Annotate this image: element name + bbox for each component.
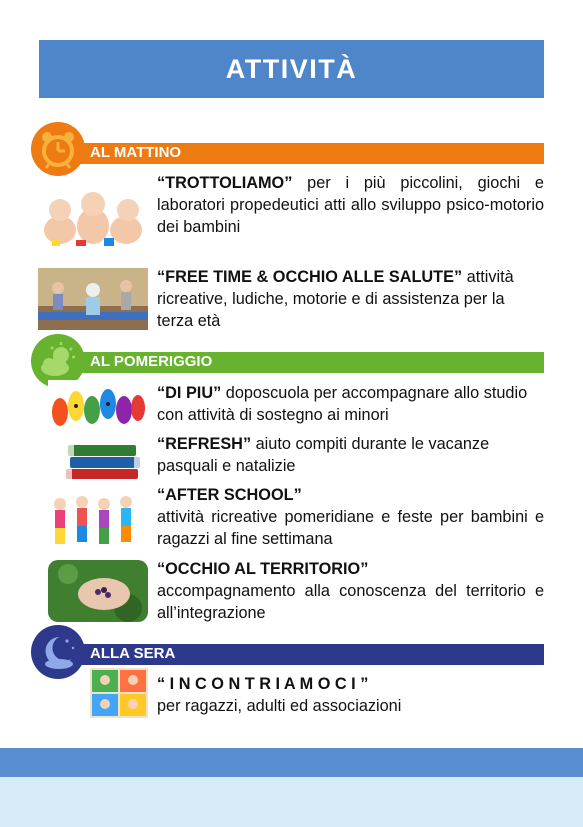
elderly-exercise-photo [38, 268, 148, 330]
alarm-clock-icon [31, 122, 85, 176]
footer-band-light [0, 777, 583, 827]
entry-free-time [157, 266, 544, 332]
section-bar-evening [78, 644, 544, 665]
entry-occhio-territorio [157, 558, 544, 624]
section-label-afternoon: AL POMERIGGIO [90, 353, 213, 370]
moon-stars-icon [31, 625, 85, 679]
jumping-kids-photo [48, 490, 142, 550]
entry-title: “FREE TIME & OCCHIO ALLE SALUTE” [157, 268, 463, 286]
entry-text: accompagnamento alla conoscenza del territorio e all’integrazione [157, 582, 544, 622]
section-label-evening: ALLA SERA [90, 645, 176, 662]
entry-text: attività ricreative, ludiche, motorie e di assistenza per la terza età [157, 268, 514, 330]
title-banner [39, 40, 544, 98]
entry-title: “ I N C O N T R I A M O C I ” [157, 675, 369, 693]
hand-with-berries-photo [48, 560, 148, 622]
entry-text: attività ricreative pomeridiane e feste per bambini e ragazzi al fine settimana [157, 508, 544, 548]
section-bar-morning [78, 143, 544, 164]
page-title: ATTIVITÀ [225, 53, 358, 84]
entry-trottoliamo [157, 172, 544, 238]
books-stack-icon [60, 436, 148, 482]
section-bar-afternoon [78, 352, 544, 373]
entry-refresh [157, 433, 544, 477]
entry-incontriamoci [157, 673, 544, 717]
entry-title: “DI PIU” [157, 384, 222, 402]
entry-title: “AFTER SCHOOL” [157, 486, 302, 504]
people-collage-photo [90, 668, 148, 718]
entry-text: aiuto compiti durante le vacanze pasquali e natalizie [157, 435, 490, 475]
entry-text: per ragazzi, adulti ed associazioni [157, 697, 402, 715]
entry-title: “TROTTOLIAMO” [157, 174, 293, 192]
entry-title: “REFRESH” [157, 435, 252, 453]
footer-band [0, 748, 583, 777]
entry-text: per i più piccolini, giochi e laboratori propedeutici atti allo sviluppo psico-motorio dei bambini [157, 174, 544, 236]
section-label-morning: AL MATTINO [90, 144, 182, 161]
entry-di-piu [157, 382, 544, 426]
entry-after-school [157, 484, 544, 550]
entry-text: doposcuola per accompagnare allo studio con attività di sostegno ai minori [157, 384, 528, 424]
babies-photo [38, 182, 148, 248]
entry-title: “OCCHIO AL TERRITORIO” [157, 560, 369, 578]
painted-hands-photo [48, 380, 148, 430]
